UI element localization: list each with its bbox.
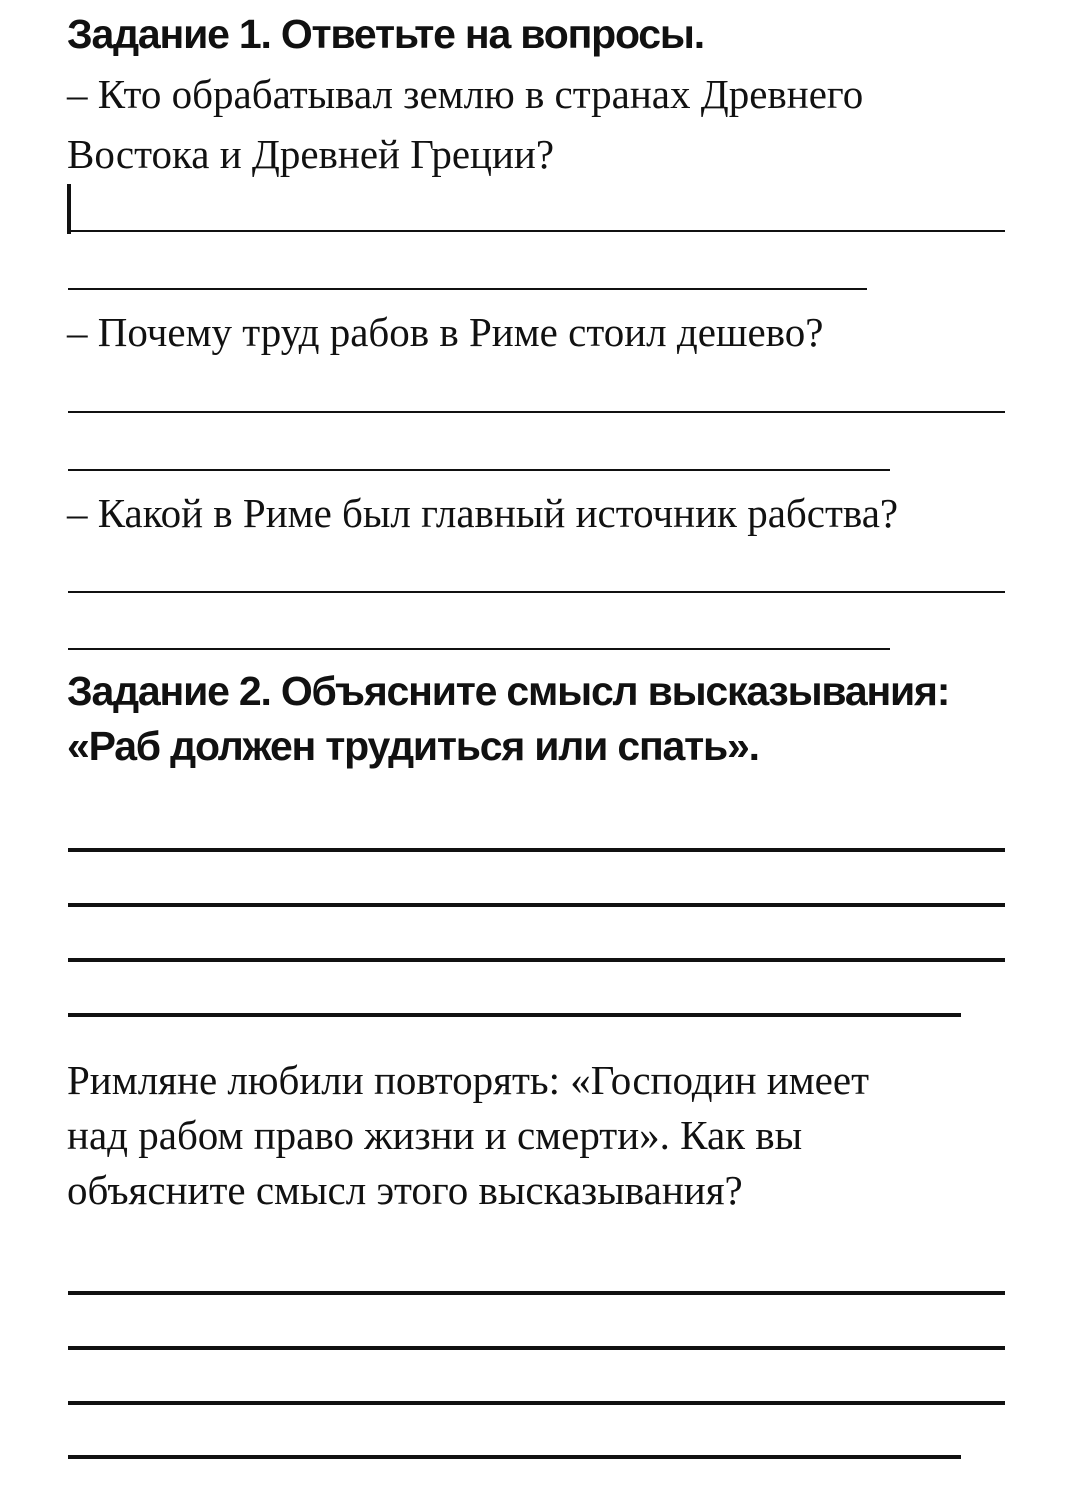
task1-heading: Задание 1. Ответьте на вопросы.: [67, 11, 704, 57]
answer-line-task3-3[interactable]: [68, 1401, 1005, 1405]
answer-line-task2-2[interactable]: [68, 903, 1005, 907]
answer-line-task3-2[interactable]: [68, 1346, 1005, 1350]
answer-line-q3-1[interactable]: [68, 591, 1005, 593]
answer-line-task3-1[interactable]: [68, 1291, 1005, 1295]
question-1-line-1: – Кто обрабатывал землю в странах Древнего: [67, 71, 864, 117]
answer-line-task2-4[interactable]: [68, 1013, 961, 1017]
answer-line-q2-1[interactable]: [68, 411, 1005, 413]
answer-line-q3-2[interactable]: [68, 648, 890, 650]
task3-line-1: Римляне любили повторять: «Господин имеет: [67, 1057, 869, 1103]
question-2: – Почему труд рабов в Риме стоил дешево?: [67, 309, 824, 355]
task2-heading-line-2: «Раб должен трудиться или спать».: [67, 723, 759, 769]
answer-line-q1-2[interactable]: [68, 288, 867, 290]
answer-line-q2-2[interactable]: [68, 469, 890, 471]
answer-line-task2-1[interactable]: [68, 848, 1005, 852]
task3-line-3: объясните смысл этого высказывания?: [67, 1167, 743, 1213]
question-1-line-2: Востока и Древней Греции?: [67, 131, 555, 177]
task2-heading-line-1: Задание 2. Объясните смысл высказывания:: [67, 668, 950, 714]
text-cursor: [67, 184, 71, 234]
answer-line-task2-3[interactable]: [68, 958, 1005, 962]
question-3: – Какой в Риме был главный источник рабства?: [67, 490, 899, 536]
answer-line-q1-1[interactable]: [68, 230, 1005, 232]
task3-line-2: над рабом право жизни и смерти». Как вы: [67, 1112, 803, 1158]
answer-line-task3-4[interactable]: [68, 1455, 961, 1459]
